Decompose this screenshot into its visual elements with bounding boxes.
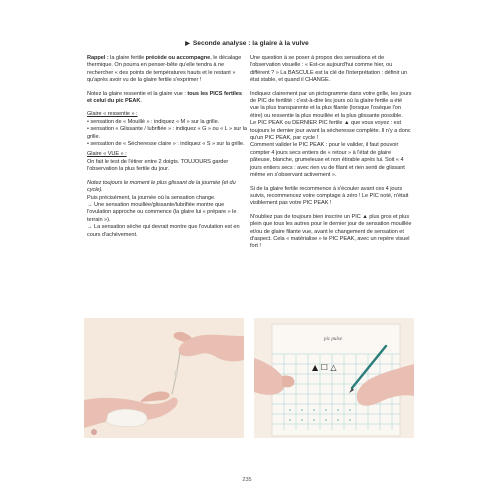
section-title-text: Seconde analyse : la glaire à la vulve <box>192 40 309 47</box>
right-paragraph-question: Une question à se poser à propos des sensations et de l'observation visuelle : « Est-ce aujourd'hui comme hier, ou différent ? » La BASCULE est la clé de l'interprétation : définir un état stable, et quand il CHANGE. <box>250 55 408 84</box>
sensation-item-wet: • sensation de « Mouillé » : indiquez « M » sur la grille. <box>87 118 220 125</box>
reminder-text-b: , le décalage thermique. On pourra en penser-bête qu'elle tendra à ne rechercher « des points de températures hauts et le restant » qu'après avoir vu de la glaire fertile s'exprimer ! <box>87 55 242 84</box>
right-paragraph-pic-peak: Le PIC PEAK ou DERNIER PIC fertile ▲ que vous voyez : est toujours le dernier jour avant la sécheresse complète. Il n'y a donc qu'un PIC PEAK, par cycle ! <box>250 120 411 142</box>
reminder-text-a: la glaire fertile <box>108 55 146 61</box>
notice-italic: Notez toujours le moment le plus glissant de la journée (et du cycle). <box>87 179 236 194</box>
arrow-note-1: → Une sensation mouillée/glissante/lubrifiée montre que l'ovulation approche ou commence (la glaire lui « prépare » le terrain »). <box>87 201 237 223</box>
triangle-right-icon: ▶ <box>185 41 190 47</box>
right-paragraph-reminder: N'oubliez pas de toujours bien inscrire un PIC ▲ plus gros et plus plein que tous les autres pour le dernier jour de sensation mouillée et/ou de glaire filante vue, avant le changement de sensation et d'aspect. Cela « matérialise » le PIC PEAK, avec un repère visuel fort ! <box>250 213 412 250</box>
right-paragraph-pictogram: Indiquez clairement par un pictogramme dans votre grille, les jours de PIC de fertilité : c'est-à-dire les jours où la glaire fertile a été vue la plus transparente et la plus filante (lorsque l'oséque l'on étire) ou ressentie la plus mouillée et la plus glissante possible. <box>250 90 412 119</box>
page-number: 235 <box>242 477 252 483</box>
reminder-lead: Rappel : <box>87 55 109 61</box>
right-column <box>250 55 412 257</box>
reminder-paragraph <box>87 55 247 85</box>
sensation-item-slippery: • sensation « Glissante / lubrifiée » : indiquez « G » ou « L » sur la grille. <box>87 126 247 140</box>
note-bold: tous les PICS fertiles et celui du pic PEAK <box>87 90 242 105</box>
illustration-chart-writing <box>254 318 414 438</box>
grid-label: pic pulse <box>324 337 342 342</box>
nail-dot <box>91 429 97 435</box>
notice-block <box>87 180 247 239</box>
note-paragraph <box>87 91 247 106</box>
right-paragraph-validate: Comment valider le PIC PEAK : pour le valider, il faut pouvoir compter 4 jours secs entiers de « retour » à l'état de glaire pâteuse, blanche, grumeleuse et non étirable après lui. Soit « 4 jours entiers secs : avec rien vu de filant et rien senti de glissant même en s'observant activement ». <box>250 142 405 179</box>
sensation-item-dry: • sensation de « Sécheresse claire » : indiquez « S » sur la grille. <box>87 141 245 148</box>
seen-text: On fait le test de l'étirer entre 2 doigts. TOUJOURS garder l'observation la plus fertile du jour. <box>87 158 229 173</box>
peak-marks: ▲ ☐ △ <box>312 363 337 372</box>
illustration-hands-stretching <box>84 318 244 438</box>
right-paragraph-restart: Si de la glaire fertile recommence à s'écouler avant ces 4 jours suivis, recommencez votre comptage à zéro ! Le PIC noté, n'était visiblement pas votre PIC PEAK ! <box>250 185 409 207</box>
note-text-a: Notez la glaire ressentie et la glaire vue : <box>87 90 188 97</box>
seen-title: Glaire « VUE » : <box>87 151 127 158</box>
seen-block <box>87 151 247 173</box>
hands-illustration <box>84 318 244 438</box>
sensation-title: Glaire « ressentie » : <box>87 111 138 118</box>
arrow-note-2: → La sensation sèche qui devrait montre que l'ovulation est en cours d'achèvement. <box>87 224 240 238</box>
chart-writing-illustration <box>254 318 414 438</box>
mucus-drop <box>174 370 177 378</box>
notice-text: Puis précisément, la journée où la sensation change. <box>87 194 216 201</box>
sensation-block <box>87 111 247 148</box>
section-title <box>0 40 494 47</box>
note-text-b: . <box>140 98 142 105</box>
reminder-bold: précède ou accompagne <box>145 55 211 61</box>
left-column <box>87 55 247 239</box>
tissue-paper <box>106 409 147 427</box>
